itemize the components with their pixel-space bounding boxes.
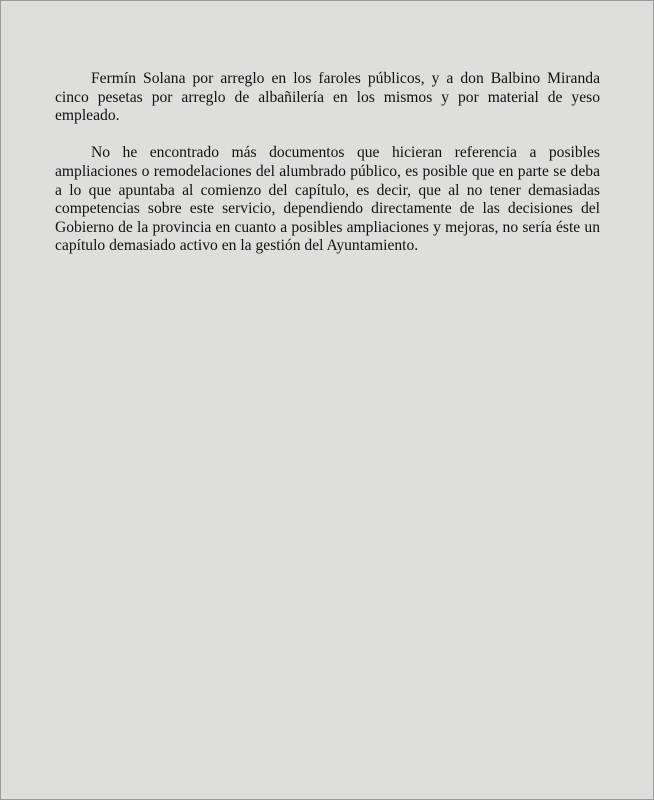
paragraph-1: Fermín Solana por arreglo en los faroles públicos, y a don Balbino Miranda cinco pesetas por arreglo de albañilería en los mismos y por material de yeso empleado.: [55, 70, 600, 125]
paragraph-2: No he encontrado más documentos que hicieran referencia a posibles ampliaciones o remodelaciones del alumbrado público, es posible que en parte se deba a lo que apuntaba al comienzo del capítulo, es decir, que al no tener demasiadas competencias sobre este servicio, dependiendo directamente de las decisiones del Gobierno de la provincia en cuanto a posibles ampliaciones y mejoras, no sería éste un capítulo demasiado activo en la gestión del Ayuntamiento.: [55, 144, 600, 255]
body-text: [55, 70, 600, 275]
